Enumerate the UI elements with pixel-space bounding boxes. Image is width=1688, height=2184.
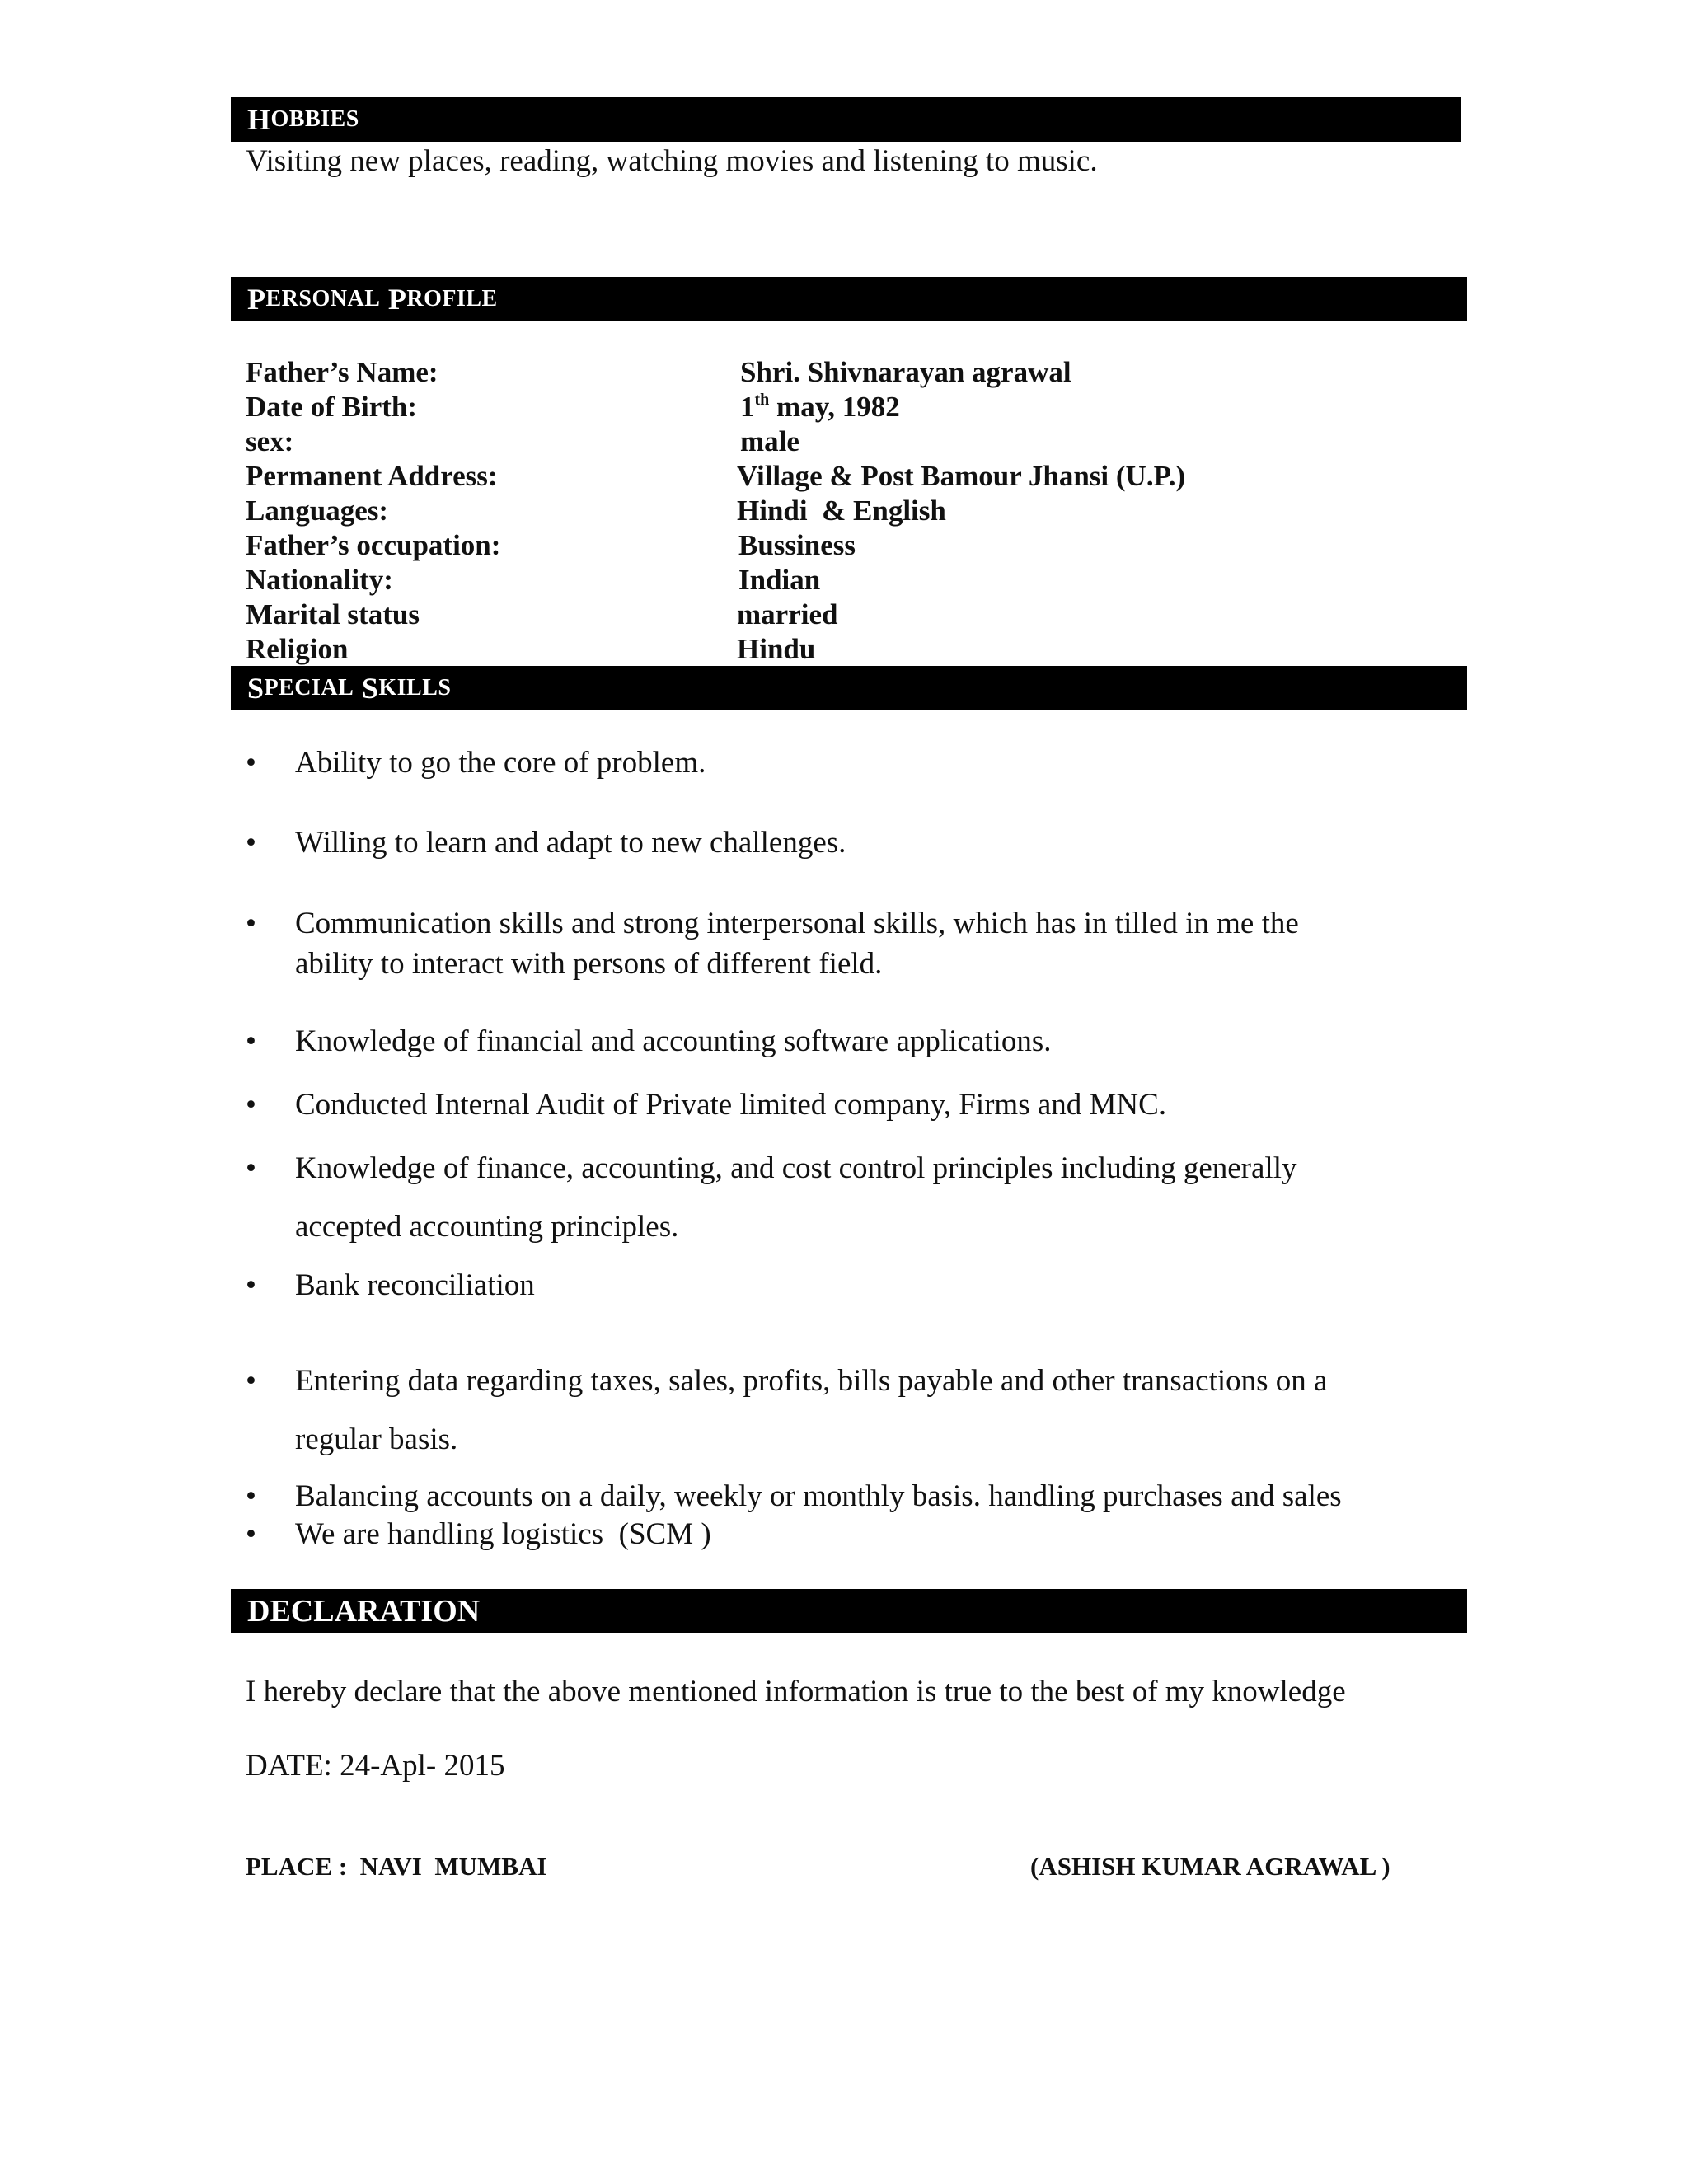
declaration-place: PLACE : NAVI MUMBAI — [246, 1852, 547, 1881]
bullet-icon: • — [246, 907, 256, 940]
profile-label: Nationality: — [246, 564, 393, 596]
bullet-icon: • — [246, 826, 256, 860]
hobbies-text: Visiting new places, reading, watching movies and listening to music. — [246, 144, 1098, 178]
profile-value: Hindu — [737, 633, 816, 665]
profile-label: Marital status — [246, 598, 420, 630]
profile-label: Languages: — [246, 494, 389, 527]
profile-value: Hindi & English — [737, 494, 946, 527]
bullet-icon: • — [246, 1364, 256, 1398]
declaration-text: I hereby declare that the above mentioned information is true to the best of my knowledge — [246, 1675, 1346, 1708]
bullet-icon: • — [246, 1024, 256, 1058]
bullet-icon: • — [246, 1088, 256, 1122]
declaration-signature: (ASHISH KUMAR AGRAWAL ) — [1030, 1852, 1390, 1881]
bullet-icon: • — [246, 1479, 256, 1513]
profile-value: Village & Post Bamour Jhansi (U.P.) — [737, 460, 1186, 492]
profile-label: Father’s Name: — [246, 356, 438, 388]
profile-label: Permanent Address: — [246, 460, 498, 492]
profile-label: Date of Birth: — [246, 391, 418, 423]
bullet-icon: • — [246, 1517, 256, 1551]
declaration-date: DATE: 24-Apl- 2015 — [246, 1749, 505, 1783]
profile-value: married — [737, 598, 838, 630]
profile-label: sex: — [246, 425, 294, 457]
profile-value: 1th may, 1982 — [740, 391, 900, 423]
profile-label: Religion — [246, 633, 349, 665]
profile-value: Indian — [738, 564, 821, 596]
bullet-icon: • — [246, 1268, 256, 1302]
profile-value: male — [740, 425, 799, 457]
profile-label: Father’s occupation: — [246, 529, 501, 561]
profile-value: Bussiness — [738, 529, 856, 561]
bullet-icon: • — [246, 1151, 256, 1185]
profile-value: Shri. Shivnarayan agrawal — [740, 356, 1071, 388]
bullet-icon: • — [246, 746, 256, 780]
special-skills-heading: S PECIAL S KILLS — [231, 666, 1467, 710]
personal-profile-heading: P ERSONAL P ROFILE — [231, 277, 1467, 321]
hobbies-heading: H OBBIES — [231, 97, 1461, 142]
declaration-heading: DECLARATION — [231, 1589, 1467, 1633]
